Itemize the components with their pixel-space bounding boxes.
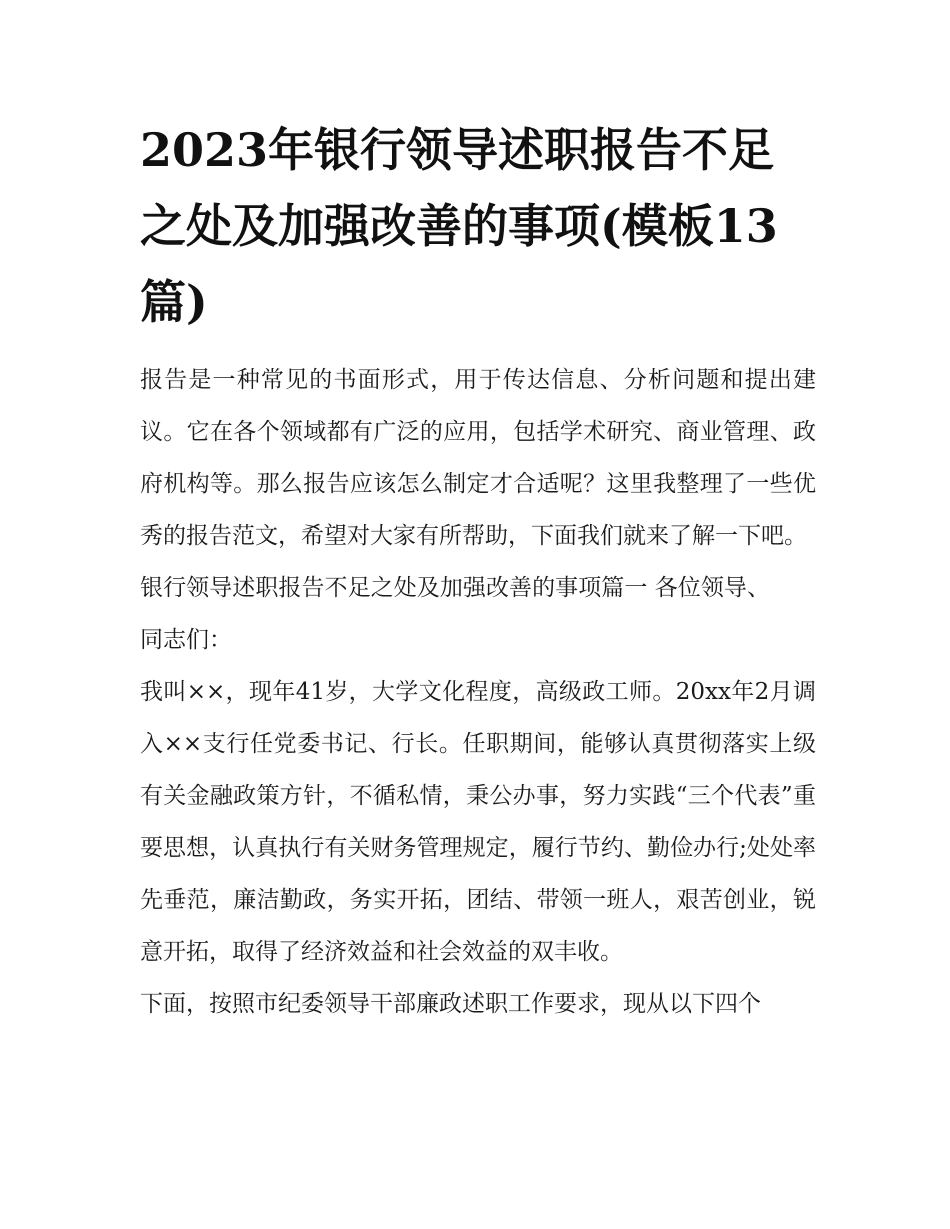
intro-paragraph: 报告是一种常见的书面形式，用于传达信息、分析问题和提出建议。它在各个领域都有广泛的应用，包括学术研究、商业管理、政府机构等。那么报告应该怎么制定才合适呢？这里我整理了一些优秀的报告范文，希望对大家有所帮助，下面我们就来了解一下吧。 [140, 367, 816, 549]
self-introduction-paragraph: 我叫××，现年41岁，大学文化程度，高级政工师。20xx年2月调入××支行任党委书记、行长。任职期间，能够认真贯彻落实上级有关金融政策方针，不循私情，秉公办事，努力实践“三个代表”重要思想，认真执行有关财务管理规定，履行节约、勤俭办行;处处率先垂范，廉洁勤政，务实开拓，团结、带领一班人，艰苦创业，锐意开拓，取得了经济效益和社会效益的双丰收。 [140, 679, 816, 965]
section-heading-paragraph: 银行领导述职报告不足之处及加强改善的事项篇一 各位领导、同志们： [140, 575, 770, 653]
continuation-paragraph: 下面，按照市纪委领导干部廉政述职工作要求，现从以下四个 [140, 991, 761, 1017]
document-body [140, 354, 816, 1030]
document-title: 2023年银行领导述职报告不足之处及加强改善的事项(模板13篇) [140, 123, 778, 329]
